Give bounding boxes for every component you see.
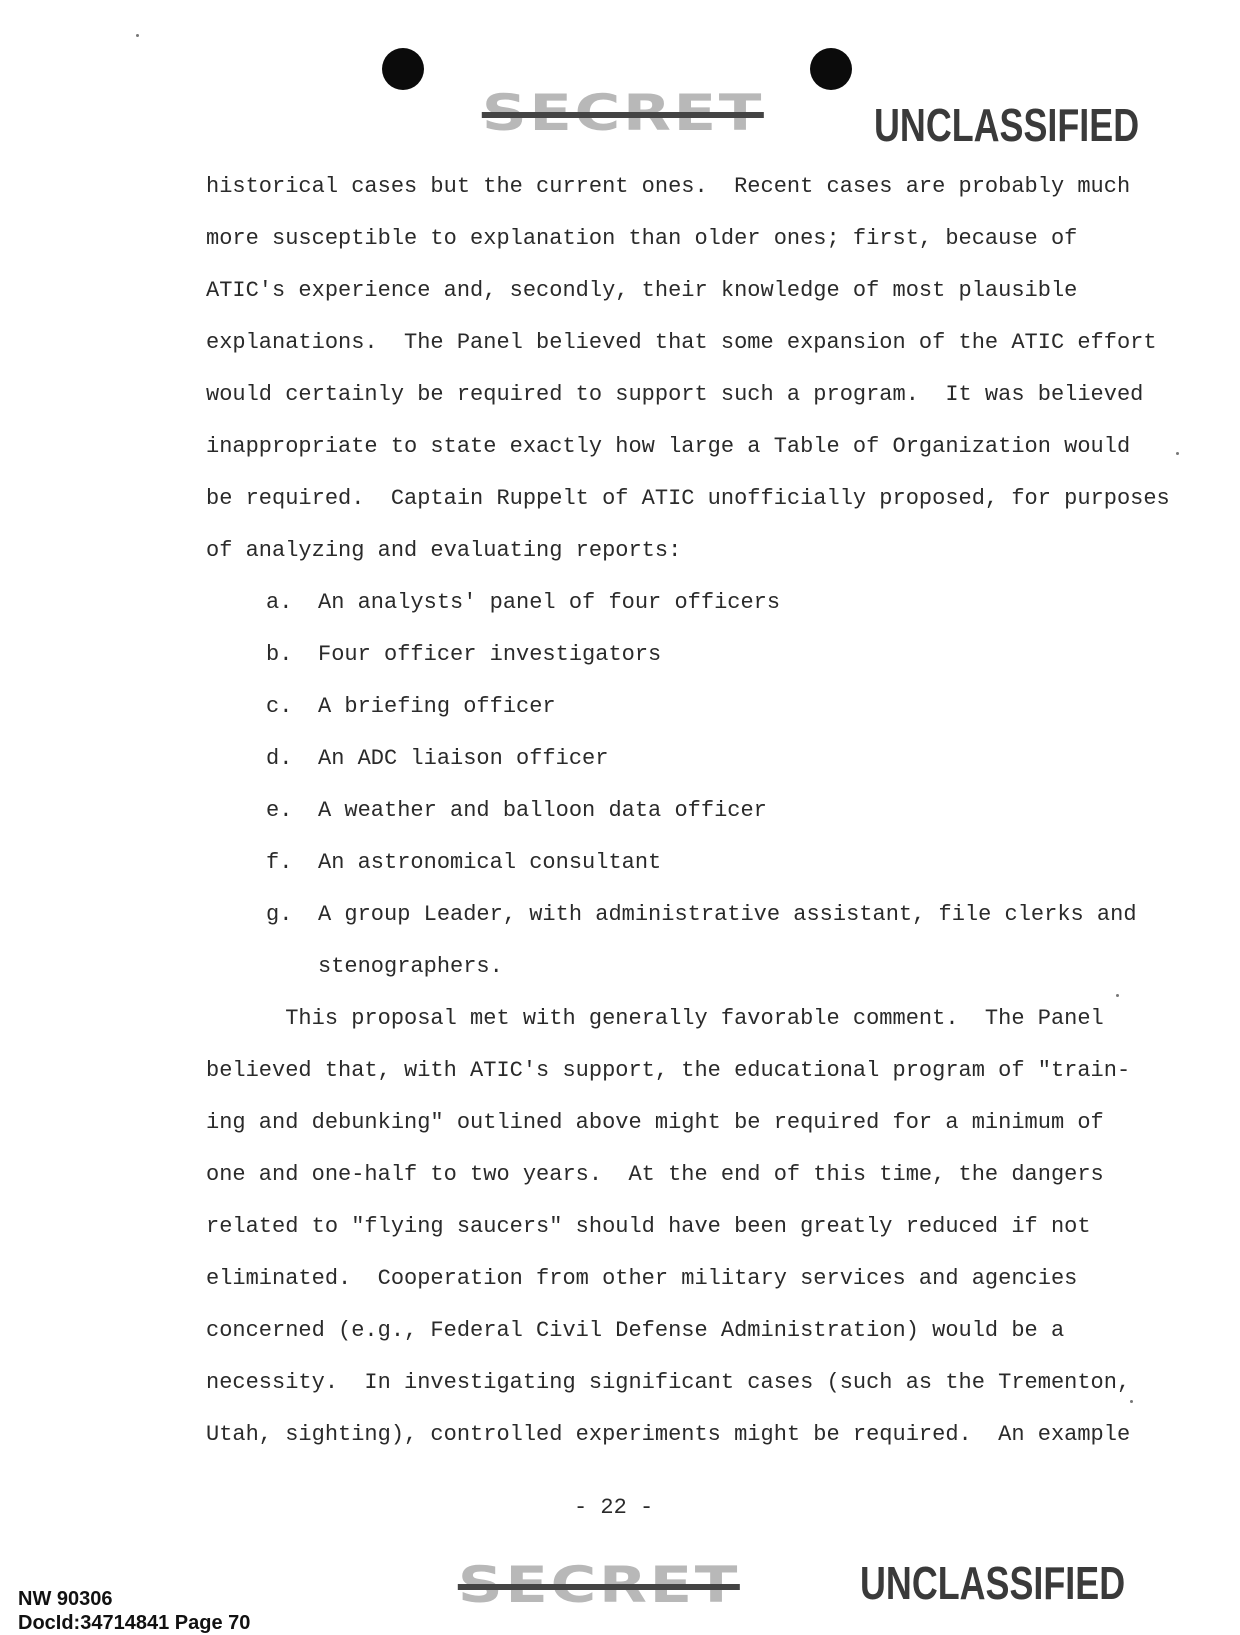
body-line: ATIC's experience and, secondly, their knowledge of most plausible	[206, 278, 1078, 303]
scan-speck	[136, 34, 139, 37]
list-item-letter: d.	[266, 746, 293, 771]
body-line: inappropriate to state exactly how large a Table of Organization would	[206, 434, 1131, 459]
body-line: of analyzing and evaluating reports:	[206, 538, 682, 563]
header-unclassified-stamp: UNCLASSIFIED	[874, 99, 1140, 151]
scan-speck	[1130, 1400, 1133, 1403]
body-line: be required. Captain Ruppelt of ATIC unofficially proposed, for purposes	[206, 486, 1170, 511]
body-line: concerned (e.g., Federal Civil Defense Administration) would be a	[206, 1318, 1065, 1343]
body-line: related to "flying saucers" should have been greatly reduced if not	[206, 1214, 1091, 1239]
doc-id: DocId:34714841 Page 70	[18, 1612, 251, 1634]
body-line: explanations. The Panel believed that some expansion of the ATIC effort	[206, 330, 1157, 355]
page-number: - 22 -	[574, 1495, 654, 1520]
list-item-letter: a.	[266, 590, 293, 615]
list-item-letter: e.	[266, 798, 293, 823]
list-item-text: An ADC liaison officer	[318, 746, 609, 771]
body-line: would certainly be required to support such a program. It was believed	[206, 382, 1144, 407]
list-item-text: A weather and balloon data officer	[318, 798, 767, 823]
body-line: one and one-half to two years. At the end of this time, the dangers	[206, 1162, 1104, 1187]
list-item-text: A group Leader, with administrative assistant, file clerks and	[318, 902, 1137, 927]
list-item-letter: c.	[266, 694, 293, 719]
list-item-text: An analysts' panel of four officers	[318, 590, 781, 615]
scan-speck	[1176, 452, 1179, 455]
punch-hole-left	[382, 48, 424, 90]
list-item-letter: b.	[266, 642, 293, 667]
body-line: believed that, with ATIC's support, the educational program of "train-	[206, 1058, 1131, 1083]
scan-speck	[1116, 994, 1119, 997]
body-line: eliminated. Cooperation from other military services and agencies	[206, 1266, 1078, 1291]
body-line: historical cases but the current ones. Recent cases are probably much	[206, 174, 1131, 199]
list-item-text: A briefing officer	[318, 694, 556, 719]
list-item-letter: g.	[266, 902, 293, 927]
body-line: more susceptible to explanation than older ones; first, because of	[206, 226, 1078, 251]
list-item-text: An astronomical consultant	[318, 850, 662, 875]
list-item-letter: f.	[266, 850, 293, 875]
body-line: necessity. In investigating significant cases (such as the Trementon,	[206, 1370, 1131, 1395]
list-item-text: Four officer investigators	[318, 642, 662, 667]
body-line: Utah, sighting), controlled experiments might be required. An example	[206, 1422, 1131, 1447]
header-secret-stamp: SECRET	[481, 84, 764, 142]
body-line: ing and debunking" outlined above might be required for a minimum of	[206, 1110, 1104, 1135]
body-line: This proposal met with generally favorable comment. The Panel	[206, 1006, 1104, 1031]
punch-hole-right	[810, 48, 852, 90]
footer-secret-stamp: SECRET	[457, 1556, 740, 1614]
list-item-continuation: stenographers.	[318, 954, 503, 979]
footer-unclassified-stamp: UNCLASSIFIED	[860, 1557, 1126, 1609]
nw-id: NW 90306	[18, 1588, 113, 1610]
